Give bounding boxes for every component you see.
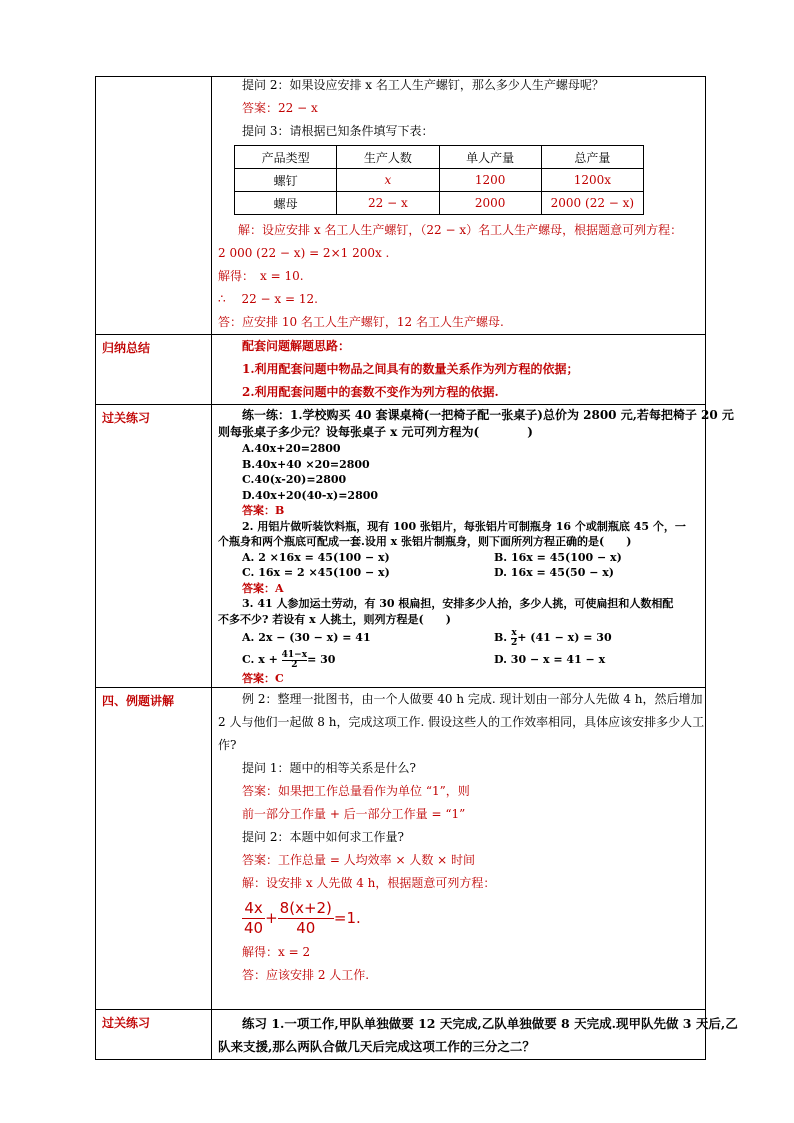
equation-end: =1.	[333, 908, 361, 927]
practice-q2-line2: 个瓶身和两个瓶底可配成一套.设用 x 张铝片制瓶身，则下面所列方程正确的是( )	[218, 535, 632, 548]
practice-q1-option-a: A.40x+20=2800	[242, 442, 341, 455]
practice-q3-options-cd	[218, 649, 703, 671]
row-practice-2	[96, 1009, 706, 1059]
example-equation	[218, 895, 703, 941]
practice-q1-option-c: C.40(x-20)=2800	[242, 473, 347, 486]
practice-q3-answer: 答案：C	[242, 672, 284, 685]
table-cell: 螺钉	[235, 169, 337, 192]
example-line-3: 作?	[218, 737, 237, 752]
answer-2: 答案：22 − x	[242, 101, 318, 115]
question-content	[212, 77, 706, 335]
practice-q1-line1: 练一练：1.学校购买 40 套课桌椅(一把椅子配一张桌子)总价为 2800 元,若每把椅子 20 元	[242, 408, 734, 422]
option-prefix: C. x +	[242, 653, 282, 666]
practice-2-content	[212, 1009, 738, 1059]
fraction-numerator: 41−x	[281, 649, 308, 660]
practice-q2-option-b: B. 16x = 45(100 − x)	[494, 550, 622, 564]
table-header-cell: 总产量	[541, 146, 643, 169]
example-answer-2: 答案：工作总量 = 人均效率 × 人数 × 时间	[242, 852, 476, 867]
example-solution: 解：设安排 x 人先做 4 h，根据题意可列方程：	[242, 875, 496, 890]
example-line-2: 2 人与他们一起做 8 h，完成这项工作. 假设这些人的工作效率相同，具体应该安排多少人工	[218, 714, 705, 729]
practice-q2-options-ab	[218, 550, 703, 566]
row-example	[96, 687, 706, 1009]
practice-2-line-1: 练习 1.一项工作,甲队单独做要 12 天完成,乙队单独做要 8 天完成.现甲队先做 3 天后,乙	[242, 1015, 738, 1031]
question-2: 提问 2：如果设应安排 x 名工人生产螺钉，那么多少人生产螺母呢？	[242, 78, 604, 92]
practice-q2-answer: 答案：A	[242, 581, 284, 595]
solution-answer: 答：应安排 10 名工人生产螺钉，12 名工人生产螺母.	[218, 315, 504, 329]
solution-equation: 2 000 (22 − x) = 2×1 200x .	[218, 246, 390, 260]
example-answer-1b: 前一部分工作量 + 后一部分工作量 = “1”	[242, 806, 466, 821]
example-content	[212, 687, 706, 1009]
practice-q2-options-cd	[218, 565, 703, 581]
practice-q2-line1: 2. 用铝片做听装饮料瓶，现有 100 张铝片，每张铝片可制瓶身 16 个或制瓶底 45 个，一	[242, 519, 686, 533]
row-label-empty	[96, 77, 212, 335]
example-question-2: 提问 2：本题中如何求工作量?	[242, 829, 404, 844]
table-cell: 22 − x	[337, 192, 439, 215]
summary-content	[212, 335, 706, 405]
fraction	[242, 899, 265, 938]
production-table	[234, 145, 644, 215]
practice-q2-option-c: C. 16x = 2 ×45(100 − x)	[242, 566, 390, 579]
practice-2-line-2: 队来支援,那么两队合做几天后完成这项工作的三分之二？	[218, 1038, 535, 1054]
table-row	[235, 192, 644, 215]
solution-solve: 解得： x = 10.	[218, 269, 304, 283]
row-label: 四、例题讲解	[96, 687, 212, 1009]
option-prefix: B.	[494, 631, 511, 644]
row-question-section	[96, 77, 706, 335]
table-header-row	[235, 146, 644, 169]
row-summary	[96, 335, 706, 405]
practice-q3-option-c	[242, 649, 494, 671]
practice-q2-option-a: A. 2 ×16x = 45(100 − x)	[242, 550, 390, 564]
solution-setup: 解：设应安排 x 名工人生产螺钉，（22 − x）名工人生产螺母，根据题意可列方程：	[238, 223, 683, 237]
plus-sign: +	[265, 908, 278, 927]
practice-q1-answer: 答案：B	[242, 504, 285, 517]
solution-therefore: ∴ 22 − x = 12.	[218, 292, 318, 306]
table-cell: 螺母	[235, 192, 337, 215]
row-practice	[96, 405, 706, 688]
option-suffix: = 30	[307, 653, 336, 666]
practice-q2-option-d: D. 16x = 45(50 − x)	[494, 566, 615, 579]
example-solve: 解得：x = 2	[242, 944, 311, 959]
example-final-answer: 答：应该安排 2 人工作.	[242, 967, 370, 982]
row-label: 归纳总结	[96, 335, 212, 405]
table-header-cell: 生产人数	[337, 146, 439, 169]
fraction-denominator: 40	[278, 918, 334, 938]
practice-q3-line1: 3. 41 人参加运土劳动，有 30 根扁担，安排多少人抬，多少人挑，可使扁担和人数相配	[242, 597, 674, 610]
fraction	[282, 651, 307, 670]
table-cell: 1200x	[541, 169, 643, 192]
fraction-numerator: x	[511, 627, 517, 638]
practice-content	[212, 405, 734, 688]
practice-q3-option-a: A. 2x − (30 − x) = 41	[242, 631, 371, 644]
summary-point-2: 2.利用配套问题中的套数不变作为列方程的依据.	[242, 385, 499, 399]
table-header-cell: 产品类型	[235, 146, 337, 169]
table-cell: 2000 (22 − x)	[541, 192, 643, 215]
fraction-numerator: 4x	[244, 898, 263, 917]
table-row	[235, 169, 644, 192]
fraction-denominator: 2	[510, 637, 518, 648]
practice-q3-option-b	[494, 627, 612, 648]
table-header-cell: 单人产量	[439, 146, 541, 169]
example-question-1: 提问 1：题中的相等关系是什么?	[242, 760, 416, 775]
practice-q1-option-b: B.40x+40 ×20=2800	[242, 457, 370, 471]
fraction	[278, 899, 334, 938]
practice-q3-line2: 不多不少? 若设有 x 人挑土，则列方程是( )	[218, 612, 451, 626]
row-label: 过关练习	[96, 405, 212, 688]
fraction-denominator: 2	[282, 660, 307, 670]
fraction-denominator: 40	[244, 918, 264, 937]
table-cell: 1200	[439, 169, 541, 192]
table-cell: x	[337, 169, 439, 192]
option-suffix: + (41 − x) = 30	[517, 631, 612, 644]
practice-q1-line2: 则每张桌子多少元？设每张桌子 x 元可列方程为( )	[218, 425, 533, 439]
practice-q1-option-d: D.40x+20(40-x)=2800	[242, 488, 379, 502]
lesson-plan-table	[95, 76, 738, 1060]
example-line-1: 例 2：整理一批图书，由一个人做要 40 h 完成. 现计划由一部分人先做 4 h，然后增加	[242, 691, 703, 706]
summary-title: 配套问题解题思路：	[242, 339, 351, 353]
row-label: 过关练习	[96, 1009, 212, 1059]
practice-q3-options-ab	[218, 627, 703, 649]
question-3: 提问 3：请根据已知条件填写下表：	[242, 124, 434, 138]
fraction-numerator: 8(x+2)	[279, 898, 332, 917]
summary-point-1: 1.利用配套问题中物品之间具有的数量关系作为列方程的依据；	[242, 362, 579, 376]
table-cell: 2000	[439, 192, 541, 215]
practice-q3-option-d: D. 30 − x = 41 − x	[494, 653, 606, 666]
example-answer-1a: 答案：如果把工作总量看作为单位 “1”，则	[242, 783, 470, 798]
